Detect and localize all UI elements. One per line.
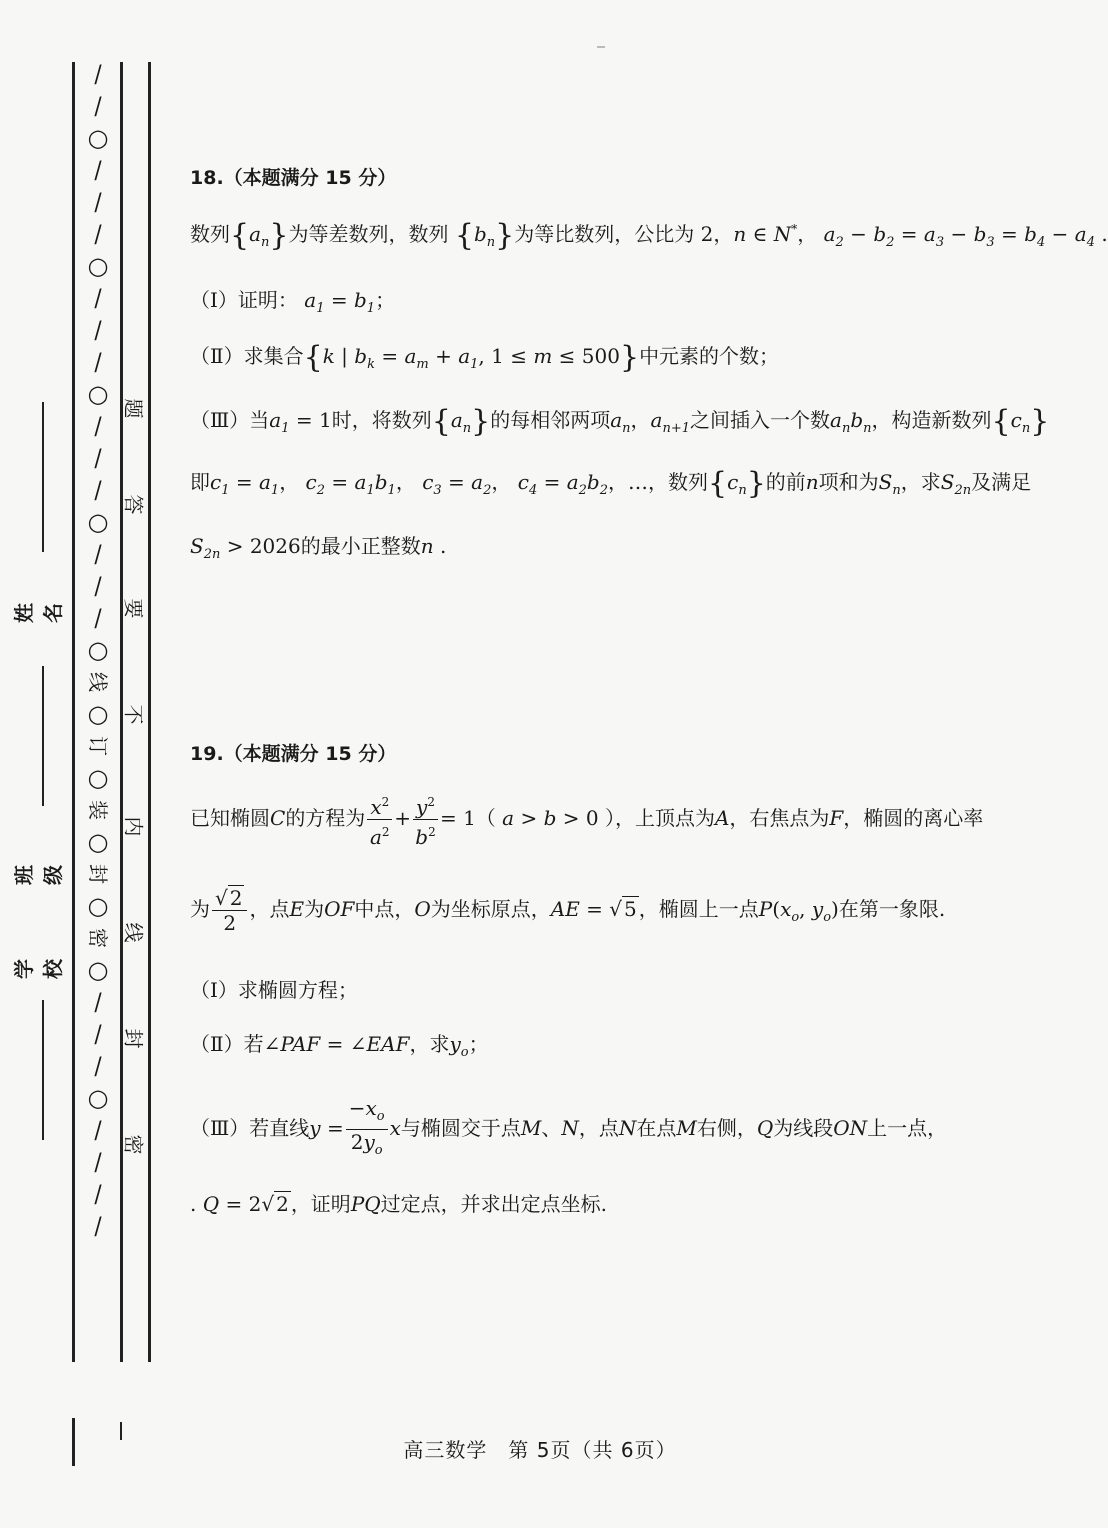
q19-text: 在点 [636, 1116, 677, 1140]
q18-part2: （Ⅱ）求集合{k | $b_k = a_m + a_1$, 1 ≤ m ≤ 500}中元素的个数； [190, 340, 780, 375]
warning-char: 密 [121, 1134, 146, 1155]
page-footer: 高三数学 第 5页（共 6页） [403, 1438, 677, 1462]
seal-word-feng: 封 [86, 864, 110, 884]
q19-text: 右侧， [696, 1116, 757, 1140]
q19-text: 为坐标原点， [430, 897, 551, 921]
q18-part3-line3: $S_{2n} > 2026$的最小正整数n . [190, 534, 447, 562]
school-field-line [42, 1000, 44, 1140]
seal-word-mi: 密 [86, 928, 110, 948]
q18-text: 即 [190, 470, 210, 494]
q19-heading: 19.（本题满分 15 分） [190, 743, 397, 765]
q18-part1: （Ⅰ）证明： $a_1 = b_1$； [190, 288, 396, 316]
q19-text: ，右焦点为 [729, 806, 830, 830]
q19-text: 上一点， [867, 1116, 948, 1140]
q18-text: ，构造新数列 [871, 408, 992, 432]
q19-text: （Ⅲ）若直线 [190, 1116, 310, 1140]
school-label: 学校 [12, 959, 65, 979]
q19-text: ，证明 [290, 1192, 351, 1216]
q18-text: ，求 [900, 470, 941, 494]
q19-text: 已知椭圆 [190, 806, 270, 830]
q18-text: 之间插入一个数 [690, 408, 831, 432]
warning-char: 内 [121, 816, 146, 837]
q19-text: 的方程为 [285, 806, 366, 830]
q18-text: 的最小正整数 [300, 534, 421, 558]
warning-char: 题 [121, 398, 146, 419]
q19-part3-line2: . Q = 2√ 2 ，证明PQ过定点，并求出定点坐标. [190, 1192, 608, 1216]
q19-text: 为 [304, 897, 325, 921]
q18-text: 为等比数列，公比为 2， [514, 222, 734, 246]
q19-text: 过定点，并求出定点坐标. [380, 1192, 608, 1216]
q19-text: ，点 [578, 1116, 619, 1140]
q18-statement: 数列$\{a_n\}$为等差数列，数列 $\{b_n\}$为等比数列，公比为 2，n ∈ N*， $a_2 - b_2 = a_3 - b_3 = b_4 - a_4$ . [190, 218, 1108, 253]
q18-text: 时，将数列 [331, 408, 432, 432]
q18-text: 及满足 [971, 470, 1032, 494]
q19-text: 在第一象限. [838, 897, 946, 921]
seal-column: / / ○ / / / ○ / / / ○ / / / ○ / / / ○ 线 ○ 订 ○ 装 ○ 封 ○ 密 ○ / / / ○ / / / / [80, 58, 116, 1242]
q19-part1: （Ⅰ）求椭圆方程； [190, 978, 358, 1002]
q18-text: 数列 [190, 222, 230, 246]
name-field-line [42, 402, 44, 552]
q18-heading: 18.（本题满分 15 分） [190, 167, 397, 189]
warning-char: 封 [121, 1028, 146, 1049]
q19-text: ，求 [409, 1032, 450, 1056]
class-label: 班级 [12, 865, 65, 885]
q18-part1-label: （Ⅰ）证明： [190, 288, 298, 312]
q19-text: （Ⅱ）若 [190, 1032, 264, 1056]
q18-text: 的每相邻两项 [490, 408, 611, 432]
q18-text: 项和为 [818, 470, 879, 494]
seal-word-ding: 订 [86, 736, 110, 756]
q18-part3-line2: 即$c_1 = a_1$， $c_2 = a_1b_1$， $c_3 = a_2$， $c_4 = a_2b_2$，…，数列$\{c_n\}$的前n项和为$S_n$，求$S_{2n}$及满足 [190, 466, 1032, 501]
warning-char: 答 [121, 494, 146, 515]
q18-text: ， [797, 222, 818, 246]
q19-text: 为线段 [773, 1116, 834, 1140]
q18-text: 的前 [765, 470, 806, 494]
q19-text: ，上顶点为 [614, 806, 715, 830]
q18-text: （Ⅲ）当 [190, 408, 270, 432]
q19-text: ，椭圆上一点 [638, 897, 759, 921]
warning-char: 不 [121, 704, 146, 725]
q19-part2: （Ⅱ）若∠PAF = ∠EAF，求$y_o$； [190, 1032, 489, 1060]
q19-text: 为 [190, 897, 210, 921]
q19-statement-line2: 为 $\frac{√ 2}{2}$ ，点E为OF中点，O为坐标原点，AE = √ 5 ，椭圆上一点$P(x_o$, $y_o$)在第一象限. [190, 886, 946, 935]
q19-statement-line1: 已知椭圆C的方程为 $\frac{x^2}{a^2}$ + $\frac{y^2}{b^2}$ = 1（ a > b > 0 ），上顶点为A，右焦点为F，椭圆的离心率 [190, 790, 983, 849]
q19-text: ，椭圆的离心率 [843, 806, 984, 830]
name-label: 姓名 [12, 603, 65, 623]
seal-word-zhuang: 装 [86, 800, 110, 820]
q18-part2-tail: 中元素的个数； [639, 344, 780, 368]
q19-text: 中点， [354, 897, 415, 921]
warning-char: 要 [121, 598, 146, 619]
q18-text: 为等差数列，数列 [288, 222, 449, 246]
scan-mark [597, 46, 605, 48]
q18-part3-line1: （Ⅲ）当$a_1 = 1$时，将数列$\{a_n\}$的每相邻两项$a_n$，$a_{n+1}$之间插入一个数$a_nb_n$，构造新数列$\{c_n\}$ [190, 404, 1050, 439]
q18-part2-label: （Ⅱ）求集合 [190, 344, 304, 368]
q19-part3-line1: （Ⅲ）若直线y = $\frac{-x_o}{2y_o}$ x与椭圆交于点M、N，点N在点M右侧，Q为线段ON上一点， [190, 1096, 948, 1158]
q19-text: 与椭圆交于点 [400, 1116, 521, 1140]
warning-char: 线 [121, 922, 146, 943]
q19-text: ，点 [249, 897, 290, 921]
seal-word-xian: 线 [86, 672, 110, 692]
q18-text: ，数列 [648, 470, 709, 494]
binding-line-1 [72, 62, 75, 1362]
class-field-line [42, 666, 44, 806]
